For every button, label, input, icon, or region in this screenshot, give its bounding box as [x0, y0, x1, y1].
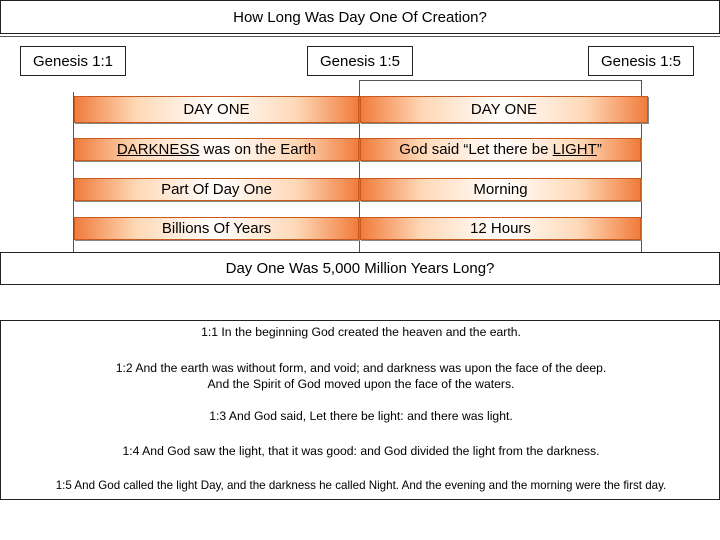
darkness-word: DARKNESS — [116, 141, 200, 158]
right-duration-bar — [360, 217, 641, 240]
top-connector-line — [0, 36, 720, 37]
verse-1-4: 1:4 And God saw the light, that it was good: and God divided the light from the darkness. — [122, 444, 600, 458]
light-prefix: God said “Let there be — [399, 141, 553, 158]
darkness-rest: was on the Earth — [199, 141, 317, 158]
left-darkness-text — [117, 141, 316, 158]
left-darkness-bar — [74, 138, 359, 161]
middle-to-right-line — [360, 80, 641, 81]
right-part-text: Morning — [473, 181, 528, 198]
genesis-1-5-right-label: Genesis 1:5 — [588, 46, 694, 76]
verse-1-2: 1:2 And the earth was without form, and void; and darkness was upon the face of the deep. — [115, 361, 607, 375]
light-suffix: ” — [596, 141, 602, 158]
left-duration-text: Billions Of Years — [161, 220, 272, 237]
verse-1-1: 1:1 In the beginning God created the heaven and the earth. — [201, 325, 521, 339]
scripture-verses-box — [0, 320, 720, 500]
right-light-bar — [360, 138, 641, 161]
genesis-1-1-label: Genesis 1:1 — [20, 46, 126, 76]
right-duration-text: 12 Hours — [470, 220, 531, 237]
left-duration-bar — [74, 217, 359, 240]
light-word: LIGHT — [552, 141, 597, 158]
verse-1-2-continued: And the Spirit of God moved upon the face of the waters. — [207, 377, 515, 391]
genesis-1-5-middle-label: Genesis 1:5 — [307, 46, 413, 76]
left-day-one-bar — [74, 96, 359, 123]
verse-1-3: 1:3 And God said, Let there be light: and there was light. — [209, 409, 513, 423]
right-day-one-bar — [360, 96, 648, 123]
verse-1-5: 1:5 And God called the light Day, and the darkness he called Night. And the evening and the morning were the first day. — [55, 479, 667, 492]
right-light-text — [399, 141, 602, 158]
left-day-one-text: DAY ONE — [183, 101, 250, 118]
right-part-bar — [360, 178, 641, 201]
left-part-bar — [74, 178, 359, 201]
page-title: How Long Was Day One Of Creation? — [0, 0, 720, 34]
left-part-text: Part Of Day One — [161, 181, 272, 198]
conclusion-box: Day One Was 5,000 Million Years Long? — [0, 252, 720, 285]
right-day-one-text: DAY ONE — [470, 101, 538, 118]
